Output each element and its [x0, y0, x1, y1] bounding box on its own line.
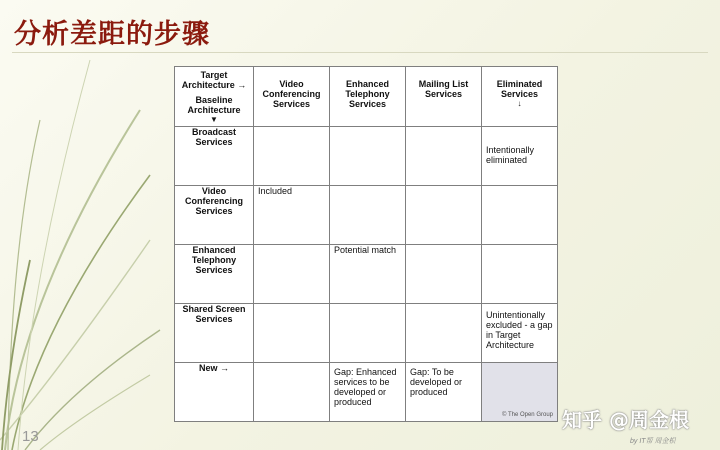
table-cell — [330, 304, 406, 363]
table-cell — [482, 304, 558, 363]
table-row — [175, 363, 558, 422]
table-cell — [330, 186, 406, 245]
arrow-right-icon: → — [220, 363, 230, 373]
slide-title: 分析差距的步骤 — [14, 19, 210, 50]
row-header-broadcast: Broadcast Services — [175, 127, 254, 186]
table-cell — [254, 363, 330, 422]
copyright-note: © The Open Group — [501, 412, 553, 418]
table-cell — [330, 363, 406, 422]
target-architecture-label: Target Architecture — [181, 70, 235, 90]
table-cell — [330, 245, 406, 304]
table-cell — [254, 245, 330, 304]
cell-text: Included — [258, 186, 293, 196]
cell-text: Potential match — [334, 245, 397, 255]
table-cell — [254, 127, 330, 186]
table-row — [175, 304, 558, 363]
title-divider — [12, 52, 708, 53]
table-cell — [330, 127, 406, 186]
table-cell — [406, 304, 482, 363]
credit-text: by IT帮 周金根 — [630, 438, 676, 445]
cell-text: Intentionally eliminated — [486, 145, 535, 165]
table-cell — [482, 127, 558, 186]
table-cell — [482, 245, 558, 304]
column-header-video-conferencing: Video Conferencing Services — [254, 67, 330, 127]
gap-analysis-matrix — [174, 66, 558, 422]
shaded-cell — [482, 363, 558, 422]
table-row — [175, 186, 558, 245]
table-cell — [254, 304, 330, 363]
row-header-new: New → — [175, 363, 254, 422]
cell-text: Unintentionally excluded - a gap in Target Architecture — [486, 310, 553, 350]
row-header-enhanced-telephony: Enhanced Telephony Services — [175, 245, 254, 304]
row-header-shared-screen: Shared Screen Services — [175, 304, 254, 363]
watermark: 知乎 @周金根 — [562, 408, 689, 432]
arrow-right-icon: → — [237, 80, 247, 90]
cell-text: Gap: To be developed or produced — [410, 367, 463, 397]
arrow-down-icon: ▼ — [210, 115, 218, 124]
baseline-architecture-label: Baseline Architecture — [187, 95, 241, 115]
cell-text: Gap: Enhanced services to be developed or produced — [334, 367, 397, 407]
table-cell — [406, 245, 482, 304]
column-header-enhanced-telephony: Enhanced Telephony Services — [330, 67, 406, 127]
table-cell — [406, 186, 482, 245]
table-cell — [254, 186, 330, 245]
page-number: 13 — [22, 428, 39, 445]
row-header-video-conferencing: Video Conferencing Services — [175, 186, 254, 245]
table-row — [175, 127, 558, 186]
table-cell — [406, 363, 482, 422]
header-row — [175, 67, 558, 127]
table-cell — [482, 186, 558, 245]
column-header-eliminated: Eliminated Services ↓ — [482, 67, 558, 127]
corner-cell — [175, 67, 254, 127]
column-header-mailing-list: Mailing List Services — [406, 67, 482, 127]
table-cell — [406, 127, 482, 186]
table-row — [175, 245, 558, 304]
arrow-down-icon: ↓ — [517, 99, 522, 108]
